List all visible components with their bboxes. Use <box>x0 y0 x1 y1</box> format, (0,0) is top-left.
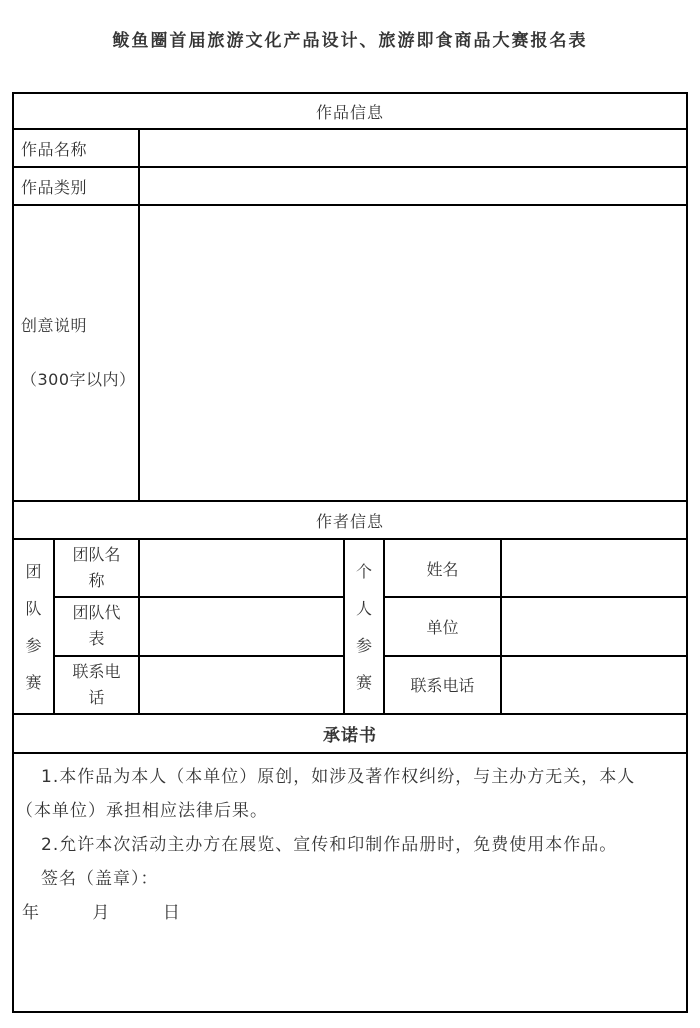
creative-description-label-line2: （300字以内） <box>21 370 136 389</box>
pledge-section-header: 承诺书 <box>14 715 686 754</box>
page-title: 鲅鱼圈首届旅游文化产品设计、旅游即食商品大赛报名表 <box>112 31 588 51</box>
work-category-label: 作品类别 <box>14 168 140 204</box>
individual-entry-group-label: 个人参赛 <box>355 561 372 692</box>
creative-description-label-line1: 创意说明 <box>21 316 88 335</box>
individual-entry-subtable <box>385 540 686 713</box>
work-category-value-cell[interactable] <box>140 168 686 204</box>
individual-unit-label: 单位 <box>385 598 502 654</box>
date-line <box>16 896 676 930</box>
team-representative-row <box>55 598 343 656</box>
work-name-row <box>14 130 686 168</box>
team-name-label: 团队名称 <box>55 540 140 596</box>
author-info-section-header: 作者信息 <box>14 502 686 540</box>
pledge-text-line3: 2.允许本次活动主办方在展览、宣传和印制作品册时，免费使用本作品。 <box>41 835 618 855</box>
individual-unit-value-cell[interactable] <box>502 598 686 654</box>
signature-label: 签名（盖章）： <box>41 869 159 889</box>
creative-description-value-cell[interactable] <box>140 206 686 500</box>
pledge-text-line2: （本单位）承担相应法律后果。 <box>16 801 268 821</box>
team-phone-row <box>55 657 343 713</box>
team-representative-label: 团队代表 <box>55 598 140 654</box>
date-month-label: 月 <box>92 903 111 923</box>
creative-description-row <box>14 206 686 502</box>
individual-phone-value-cell[interactable] <box>502 657 686 713</box>
team-entry-group-label: 团队参赛 <box>25 561 42 692</box>
individual-entry-group-cell <box>345 540 385 713</box>
team-name-value-cell[interactable] <box>140 540 343 596</box>
team-phone-label: 联系电话 <box>55 657 140 713</box>
date-day-label: 日 <box>162 903 181 923</box>
pledge-text-line1: 1.本作品为本人（本单位）原创，如涉及著作权纠纷，与主办方无关，本人 <box>41 767 636 787</box>
work-info-section-header: 作品信息 <box>14 94 686 130</box>
team-representative-value-cell[interactable] <box>140 598 343 654</box>
individual-name-label: 姓名 <box>385 540 502 596</box>
date-year-label: 年 <box>22 903 40 923</box>
team-entry-group-cell <box>14 540 55 713</box>
work-category-row <box>14 168 686 206</box>
individual-unit-row <box>385 598 686 656</box>
individual-phone-row <box>385 657 686 713</box>
author-info-block <box>14 540 686 715</box>
team-phone-value-cell[interactable] <box>140 657 343 713</box>
team-name-row <box>55 540 343 598</box>
creative-description-label <box>14 206 140 500</box>
team-entry-subtable <box>55 540 345 713</box>
individual-name-value-cell[interactable] <box>502 540 686 596</box>
pledge-body-row <box>14 754 686 1011</box>
registration-form-table <box>12 92 688 1013</box>
work-name-value-cell[interactable] <box>140 130 686 166</box>
individual-name-row <box>385 540 686 598</box>
individual-phone-label: 联系电话 <box>385 657 502 713</box>
pledge-body-cell <box>14 754 686 1011</box>
work-name-label: 作品名称 <box>14 130 140 166</box>
